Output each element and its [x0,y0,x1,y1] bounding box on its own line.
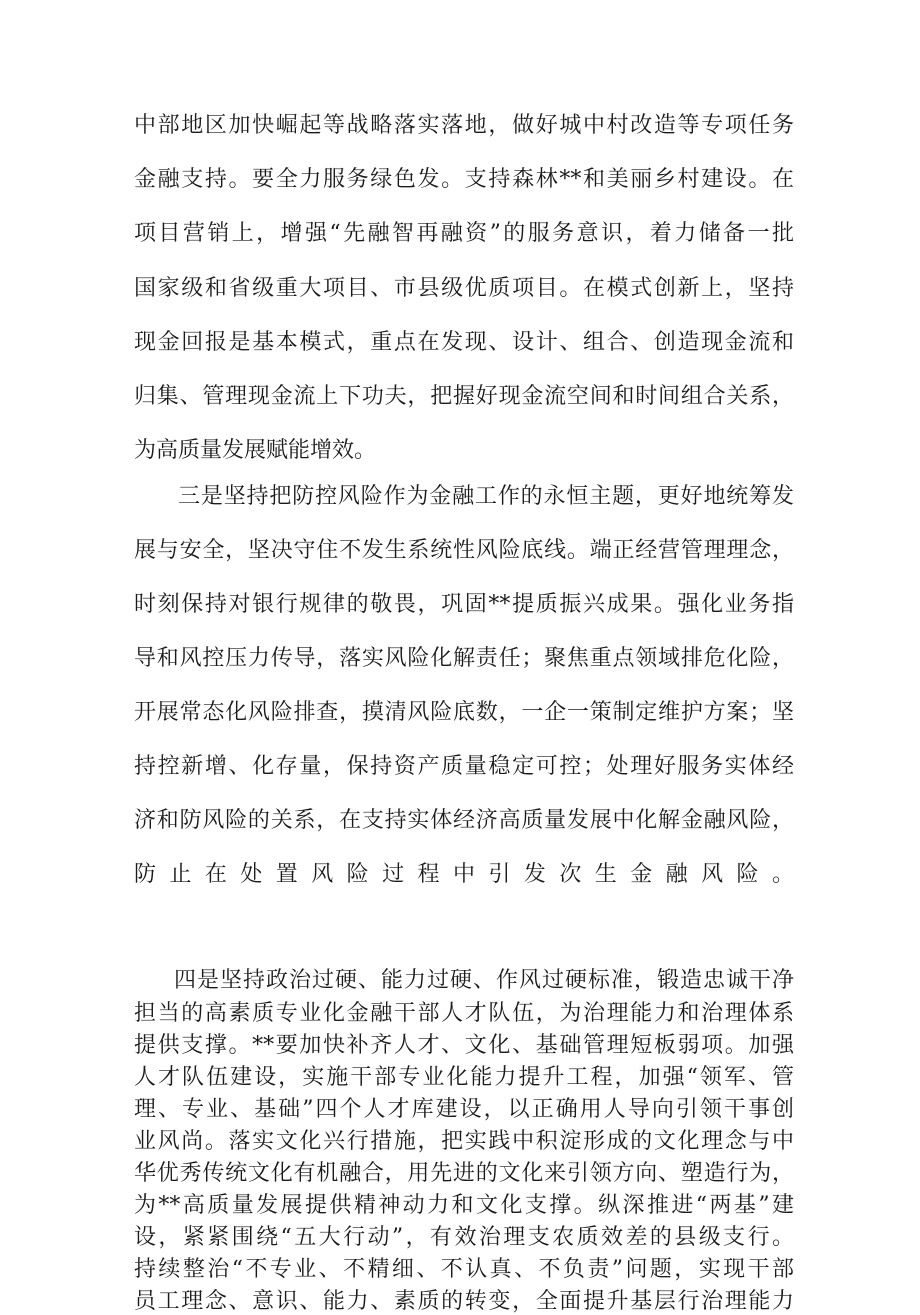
text-line: 持续整治“不专业、不精细、不认真、不负责”问题，实现干部 [134,1257,794,1282]
text-line: 提供支撑。**要加快补齐人才、文化、基础管理短板弱项。加强 [134,1033,794,1058]
text-line: 员工理念、意识、能力、素质的转变，全面提升基层行治理能力 [134,1289,794,1314]
text-line: 业风尚。落实文化兴行措施，把实践中积淀形成的文化理念与中 [134,1129,794,1154]
text-line: 为高质量发展赋能增效。 [134,438,377,463]
text-line: 金融支持。要全力服务绿色发。支持森林**和美丽乡村建设。在 [134,167,794,192]
text-line: 导和风控压力传导，落实风险化解责任；聚焦重点领域排危化险， [134,646,794,671]
text-line: 担当的高素质专业化金融干部人才队伍，为治理能力和治理体系 [134,1001,794,1026]
text-line: 持控新增、化存量，保持资产质量稳定可控；处理好服务实体经 [134,754,794,779]
text-line: 国家级和省级重大项目、市县级优质项目。在模式创新上，坚持 [134,276,794,301]
text-line: 济和防风险的关系，在支持实体经济高质量发展中化解金融风险， [134,808,794,833]
text-line: 时刻保持对银行规律的敬畏，巩固**提质振兴成果。强化业务指 [134,592,794,617]
text-line: 设，紧紧围绕“五大行动”，有效治理支农质效差的县级支行。 [134,1225,794,1250]
text-line: 开展常态化风险排查，摸清风险底数，一企一策制定维护方案；坚 [134,700,794,725]
text-line: 人才队伍建设，实施干部专业化能力提升工程，加强“领军、管 [134,1065,794,1090]
text-line: 防止在处置风险过程中引发次生金融风险。 [134,862,794,887]
text-line: 展与安全，坚决守住不发生系统性风险底线。端正经营管理理念， [134,538,794,563]
text-line: 华优秀传统文化有机融合，用先进的文化来引领方向、塑造行为， [134,1161,794,1186]
text-line: 中部地区加快崛起等战略落实落地，做好城中村改造等专项任务 [134,113,794,138]
text-line: 理、专业、基础”四个人才库建设，以正确用人导向引领干事创 [134,1097,794,1122]
text-line: 归集、管理现金流上下功夫，把握好现金流空间和时间组合关系， [134,384,794,409]
text-line: 项目营销上，增强“先融智再融资”的服务意识，着力储备一批 [134,221,794,246]
text-line: 为**高质量发展提供精神动力和文化支撑。纵深推进“两基”建 [134,1193,794,1218]
text-line: 四是坚持政治过硬、能力过硬、作风过硬标准，锻造忠诚干净 [174,968,794,993]
text-line: 现金回报是基本模式，重点在发现、设计、组合、创造现金流和 [134,330,794,355]
text-line: 三是坚持把防控风险作为金融工作的永恒主题，更好地统筹发 [178,484,794,509]
